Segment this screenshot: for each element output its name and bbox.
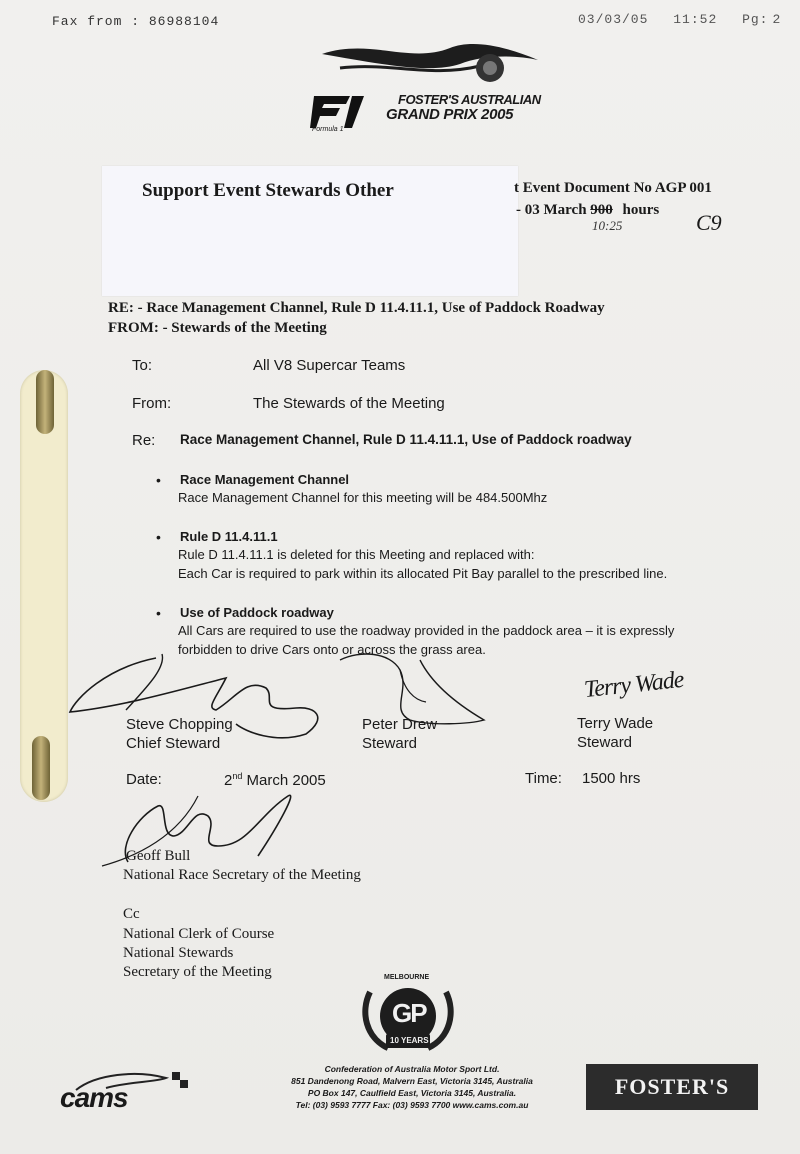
cc-item: Secretary of the Meeting xyxy=(123,964,272,980)
footer-address-2: PO Box 147, Caulfield East, Victoria 3145, Australia. xyxy=(307,1088,517,1098)
issued-hours: hours xyxy=(622,202,660,218)
fax-time: 11:52 xyxy=(673,12,718,27)
signature-steve-chopping xyxy=(66,648,336,748)
fax-header-meta xyxy=(578,12,797,27)
document-from-line: FROM: - Stewards of the Meeting xyxy=(108,320,327,336)
to-label: To: xyxy=(132,357,153,374)
document-number: t Event Document No AGP 001 xyxy=(514,180,712,196)
handwritten-time: 10:25 xyxy=(592,218,623,233)
brand-line-2: GRAND PRIX 2005 xyxy=(386,106,514,123)
handwritten-initial: C9 xyxy=(696,210,722,235)
fax-from-label: Fax from xyxy=(52,14,123,29)
cams-logo xyxy=(56,1068,200,1114)
melbourne-gp-badge xyxy=(356,972,460,1056)
binder-clip xyxy=(32,736,50,800)
badge-mid-text: GP xyxy=(392,998,426,1028)
binder-clip xyxy=(36,370,54,434)
badge-bottom-text: 10 YEARS xyxy=(390,1036,429,1045)
time-label: Time: xyxy=(525,770,562,787)
footer-org xyxy=(262,1063,562,1111)
re-value: Race Management Channel, Rule D 11.4.11.1, Use of Paddock roadway xyxy=(180,432,632,447)
grand-prix-logo xyxy=(310,34,550,144)
date-suffix: nd xyxy=(232,771,243,781)
secretary-name: Geoff Bull xyxy=(126,848,191,864)
footer-org-name: Confederation of Australia Motor Sport Ltd. xyxy=(324,1064,500,1074)
fax-date: 03/03/05 xyxy=(578,12,649,27)
signatory-name: Terry Wade xyxy=(577,715,654,732)
racecar-swoosh-icon xyxy=(310,34,550,90)
fax-page-label: Pg: xyxy=(742,12,769,27)
signatory-name: Peter Drew xyxy=(362,716,438,733)
bullet-text: forbidden to drive Cars onto or across the grass area. xyxy=(178,642,486,657)
fosters-logo xyxy=(586,1064,758,1110)
signatory-role: Chief Steward xyxy=(126,735,221,752)
from-value: The Stewards of the Meeting xyxy=(253,395,445,412)
signatory-name: Steve Chopping xyxy=(126,716,233,733)
re-label: Re: xyxy=(132,432,156,449)
f1-tag: Formula 1 xyxy=(312,126,344,133)
issued-line xyxy=(516,202,659,219)
date-label: Date: xyxy=(126,771,162,788)
bullet-text: All Cars are required to use the roadway provided in the paddock area – it is expressly xyxy=(178,623,675,638)
from-label: From: xyxy=(132,395,172,412)
secretary-role: National Race Secretary of the Meeting xyxy=(123,867,361,883)
bullet-title: Use of Paddock roadway xyxy=(180,605,334,620)
bullet-marker: • xyxy=(156,472,161,488)
time-value: 1500 hrs xyxy=(582,770,641,787)
bullet-text: Rule D 11.4.11.1 is deleted for this Meeting and replaced with: xyxy=(178,547,535,562)
fax-header-from xyxy=(52,14,219,29)
sticky-note-text: Support Event Stewards Other xyxy=(142,180,394,201)
bullet-text: Race Management Channel for this meeting will be 484.500Mhz xyxy=(178,490,548,505)
bullet-title: Race Management Channel xyxy=(180,472,350,487)
date-day: 2 xyxy=(224,772,233,789)
bullet-marker: • xyxy=(156,605,161,621)
fosters-wordmark: FOSTER'S xyxy=(614,1074,730,1099)
bullet-text: Each Car is required to park within its allocated Pit Bay parallel to the prescribed line. xyxy=(178,566,668,581)
fax-page-number: 2 xyxy=(772,12,782,27)
cc-label: Cc xyxy=(123,906,140,922)
signatory-role: Steward xyxy=(362,735,418,752)
badge-top-text: MELBOURNE xyxy=(384,974,430,981)
signatory-role: Steward xyxy=(577,734,633,751)
issued-date: - 03 March xyxy=(516,202,587,218)
signature-terry-wade: Terry Wade xyxy=(582,666,685,704)
date-rest: March 2005 xyxy=(246,772,326,789)
issued-struck-time: 900 xyxy=(590,202,613,218)
footer-contact: Tel: (03) 9593 7777 Fax: (03) 9593 7700 www.cams.com.au xyxy=(295,1100,529,1110)
fax-from-number: : 86988104 xyxy=(131,14,220,29)
bullet-title: Rule D 11.4.11.1 xyxy=(180,529,278,544)
cams-wordmark: cams xyxy=(60,1082,128,1113)
brand-line-1: FOSTER'S AUSTRALIAN xyxy=(398,92,541,107)
footer-address-1: 851 Dandenong Road, Malvern East, Victoria 3145, Australia xyxy=(291,1076,533,1086)
bullet-marker: • xyxy=(156,529,161,545)
document-re-line: RE: - Race Management Channel, Rule D 11.4.11.1, Use of Paddock Roadway xyxy=(108,300,605,316)
to-value: All V8 Supercar Teams xyxy=(253,357,406,374)
cc-item: National Stewards xyxy=(123,945,234,961)
cc-item: National Clerk of Course xyxy=(123,926,275,942)
